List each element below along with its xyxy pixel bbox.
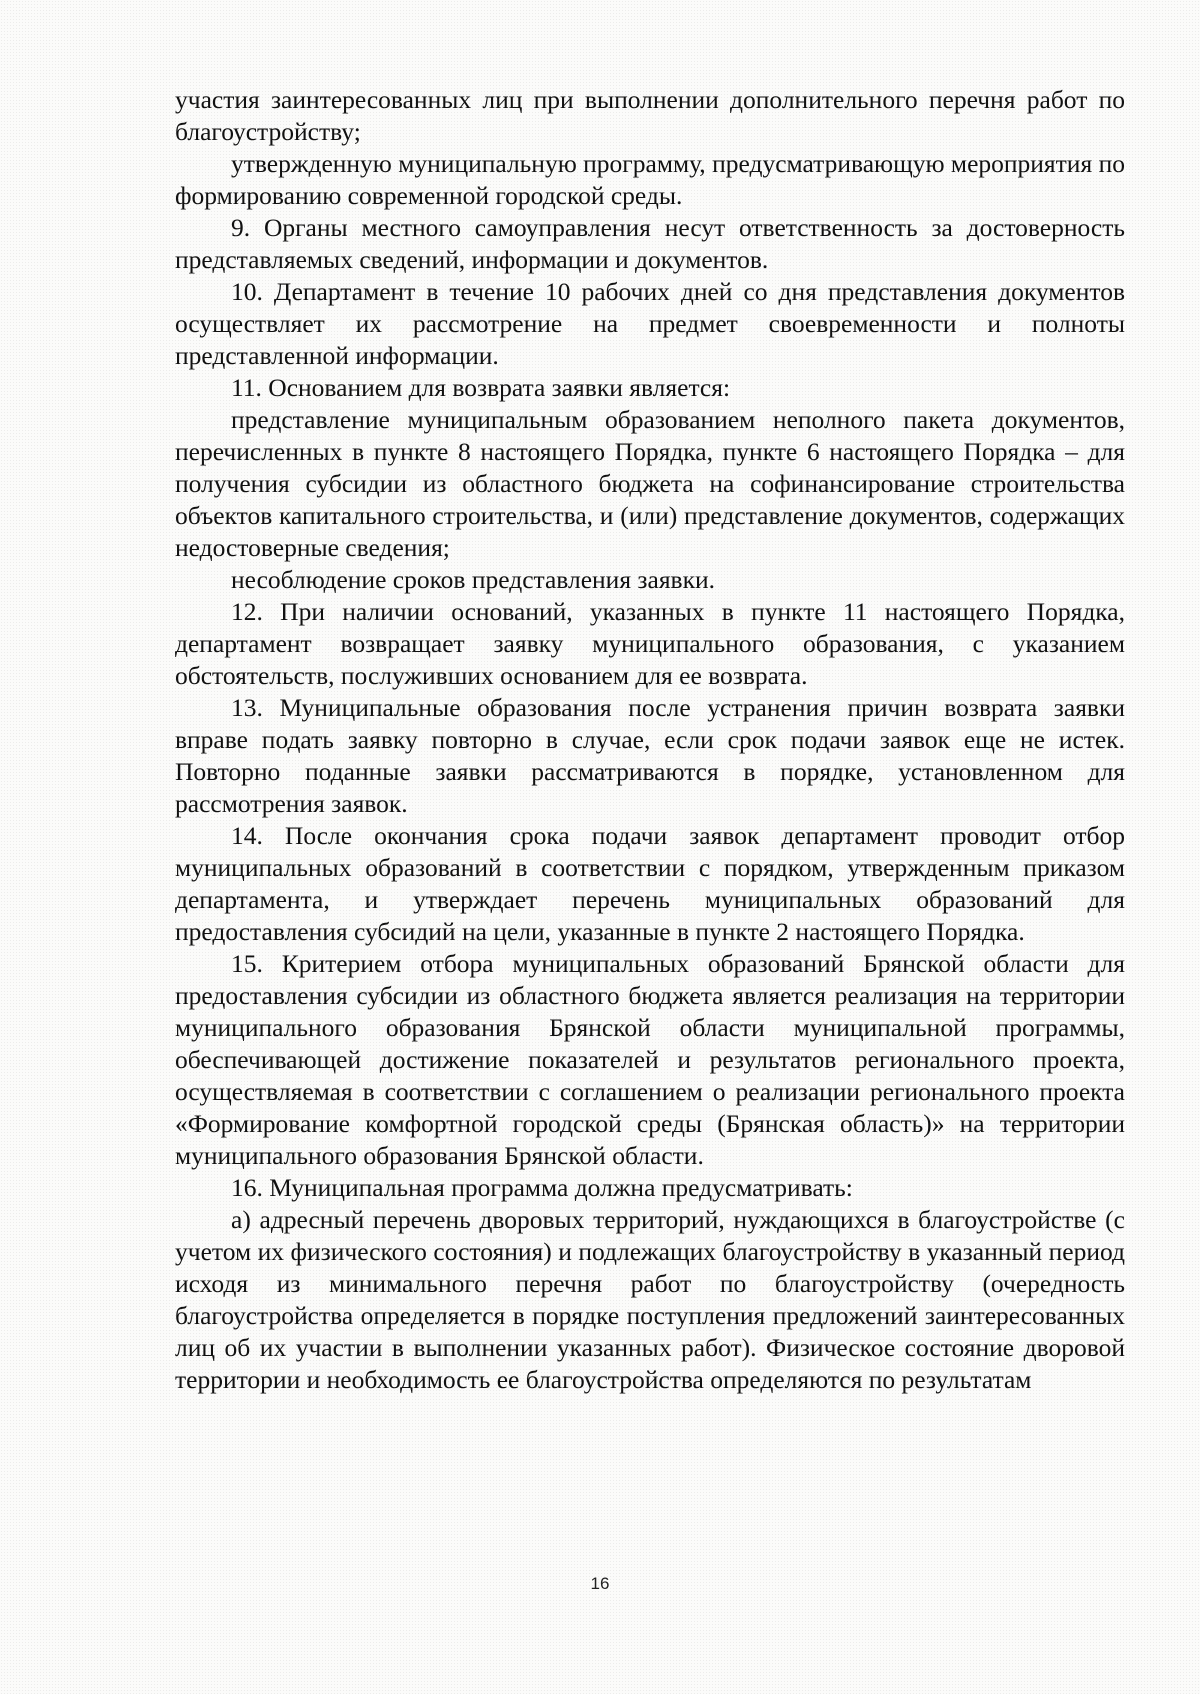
paragraph-16: 16. Муниципальная программа должна предусматривать: [231,1173,853,1202]
paragraph-12: 12. При наличии оснований, указанных в пункте 11 настоящего Порядка, департамент возвращает заявку муниципального образования, с указанием обстоятельств, послуживших основанием для ее возврата. [175,597,1125,690]
paragraph-16-item-a: а) адресный перечень дворовых территорий, нуждающихся в благоустройстве (с учетом их физического состояния) и подлежащих благоустройству в указанный период исходя из минимального перечня работ по благоустройству (очередность благоустройства определяется в порядке поступления предложений заинтересованных лиц об их участии в выполнении указанных работ). Физическое состояние дворовой территории и необходимость ее благоустройства определяются по результатам [175,1205,1125,1394]
paragraph-9: 9. Органы местного самоуправления несут ответственность за достоверность представляемых сведений, информации и документов. [175,213,1125,274]
paragraph-11-item-1: представление муниципальным образованием неполного пакета документов, перечисленных в пункте 8 настоящего Порядка, пункте 6 настоящего Порядка – для получения субсидии из областного бюджета на софинансирование строительства объектов капитального строительства, и (или) представление документов, содержащих недостоверные сведения; [175,405,1125,562]
document-body [175,84,1125,1396]
paragraph-program-item: утвержденную муниципальную программу, предусматривающую мероприятия по формированию современной городской среды. [175,149,1125,210]
paragraph-10: 10. Департамент в течение 10 рабочих дней со дня представления документов осуществляет их рассмотрение на предмет своевременности и полноты представленной информации. [175,277,1125,370]
paragraph-15: 15. Критерием отбора муниципальных образований Брянской области для предоставления субсидии из областного бюджета является реализация на территории муниципального образования Брянской области муниципальной программы, обеспечивающей достижение показателей и результатов регионального проекта, осуществляемая в соответствии с соглашением о реализации регионального проекта «Формирование комфортной городской среды (Брянская область)» на территории муниципального образования Брянской области. [175,949,1125,1170]
paragraph-13: 13. Муниципальные образования после устранения причин возврата заявки вправе подать заявку повторно в случае, если срок подачи заявок еще не истек. Повторно поданные заявки рассматриваются в порядке, установленном для рассмотрения заявок. [175,693,1125,818]
page-number: 16 [590,1574,610,1593]
paragraph-11-item-2: несоблюдение сроков представления заявки. [231,565,716,594]
paragraph-14: 14. После окончания срока подачи заявок департамент проводит отбор муниципальных образований в соответствии с порядком, утвержденным приказом департамента, и утверждает перечень муниципальных образований для предоставления субсидий на цели, указанные в пункте 2 настоящего Порядка. [175,821,1125,946]
paragraph-11: 11. Основанием для возврата заявки является: [231,373,731,402]
paragraph-continuation: участия заинтересованных лиц при выполнении дополнительного перечня работ по благоустройству; [175,85,1125,146]
